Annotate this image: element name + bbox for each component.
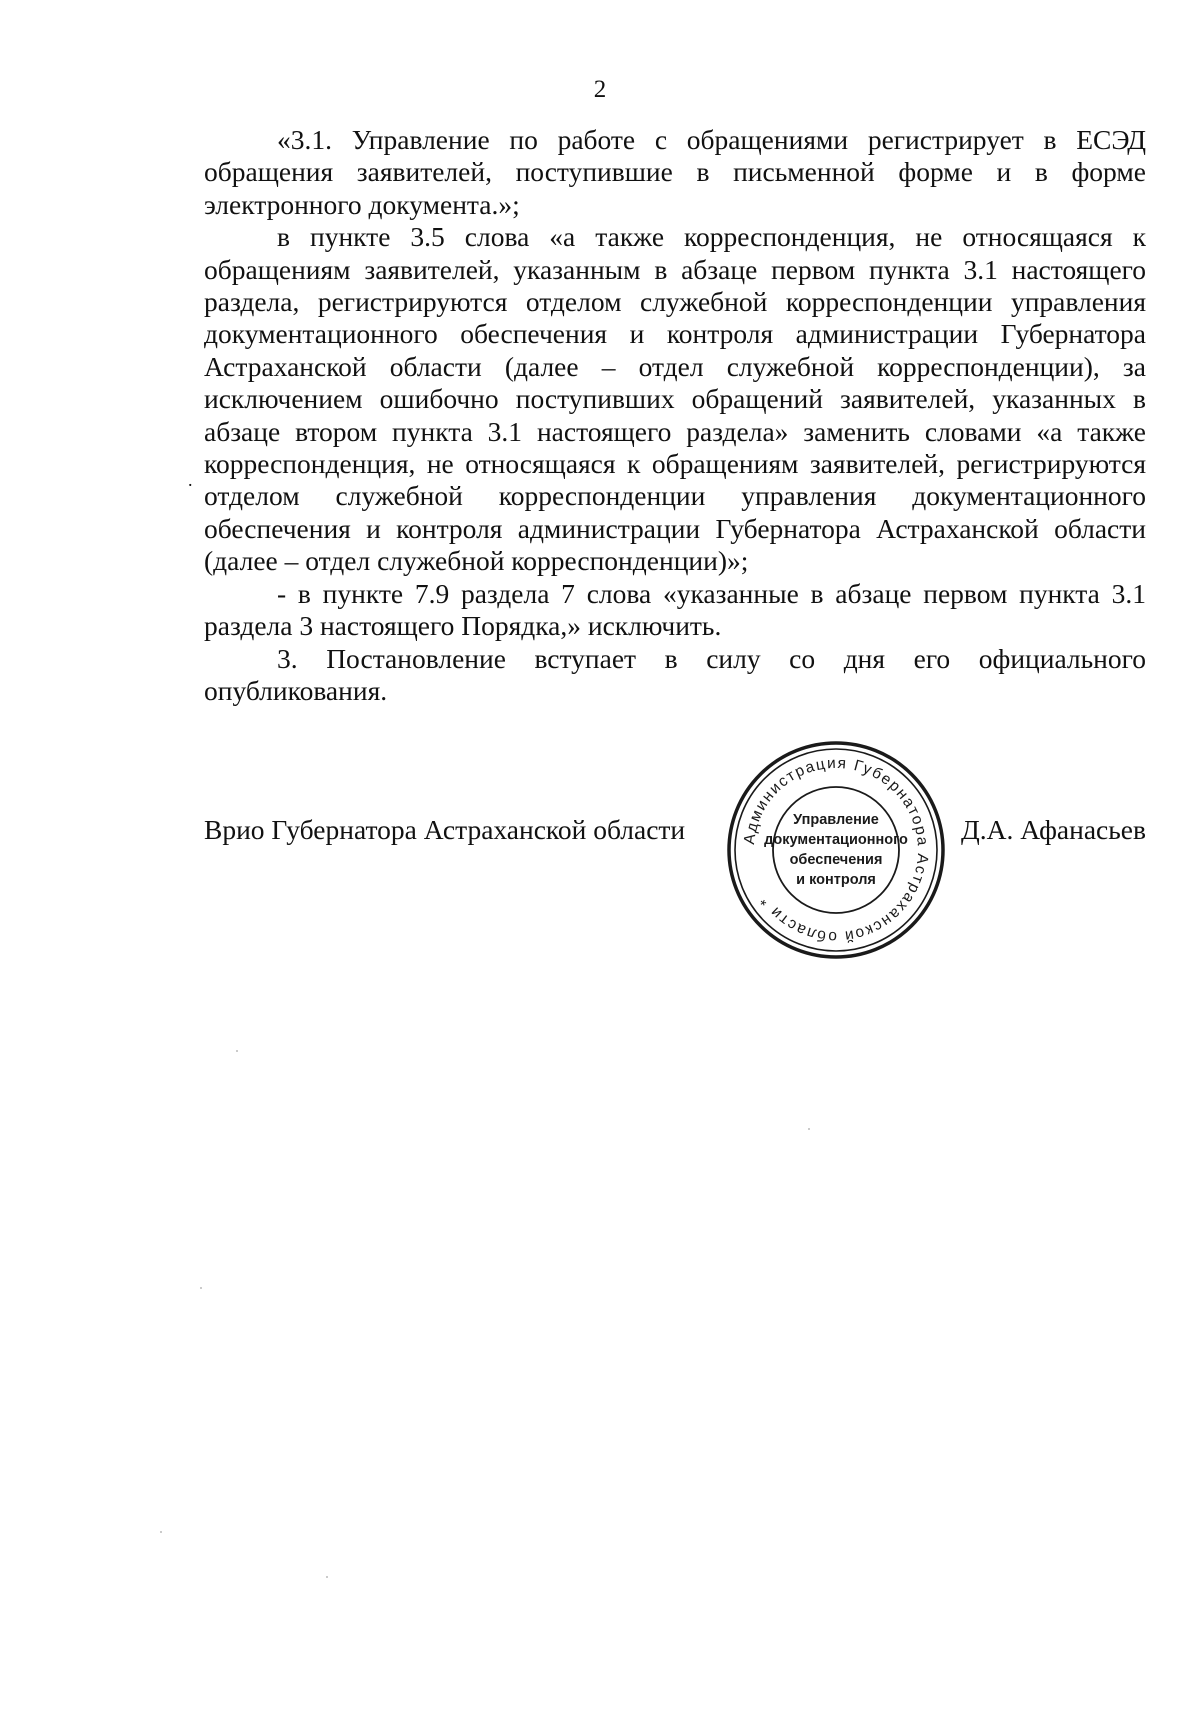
seal-center-line: обеспечения [789,852,883,868]
margin-mark: . [188,470,193,490]
seal-ring-text: Администрация Губернатора Астраханской области * [741,754,932,946]
scan-speck [236,1050,238,1052]
document-body [204,124,1146,707]
seal-center-line: документационного [764,832,908,848]
scan-speck [808,1128,810,1130]
signature-block [204,814,1146,854]
seal-center-line: Управление [793,812,879,828]
page-number: 2 [593,76,607,103]
paragraph: 3. Постановление вступает в силу со дня его официального опубликования. [204,642,1146,706]
scan-speck [200,1287,202,1289]
scan-speck [160,1531,162,1533]
signer-title: Врио Губернатора Астраханской области [204,814,686,845]
official-seal [724,738,948,962]
seal-graphic [724,738,948,962]
scan-speck [326,1576,328,1578]
signer-name: Д.А. Афанасьев [961,814,1146,845]
seal-center-line: и контроля [796,872,876,888]
paragraph: «3.1. Управление по работе с обращениями регистрирует в ЕСЭД обращения заявителей, поступившие в письменной форме и в форме электронного документа.»; [204,124,1146,220]
paragraph: - в пункте 7.9 раздела 7 слова «указанные в абзаце первом пункта 3.1 раздела 3 настоящего Порядка,» исключить. [204,577,1146,642]
svg-text:Администрация Губернатора Астр [741,755,931,945]
paragraph: в пункте 3.5 слова «а также корреспонденция, не относящаяся к обращениям заявителей, указанным в абзаце первом пункта 3.1 настоящего раздела, регистрируются отделом служебной корреспонденции управления документационного обеспечения и контроля администрации Губернатора Астраханской области (далее – отдел служебной корреспонденции), за исключением ошибочно поступивших обращений заявителей, указанных в абзаце втором пункта 3.1 настоящего раздела» заменить словами «а также корреспонденция, не относящаяся к обращениям заявителей, регистрируются отделом служебной корреспонденции управления документационного обеспечения и контроля администрации Губернатора Астраханской области (далее – отдел служебной корреспонденции)»; [204,221,1146,577]
